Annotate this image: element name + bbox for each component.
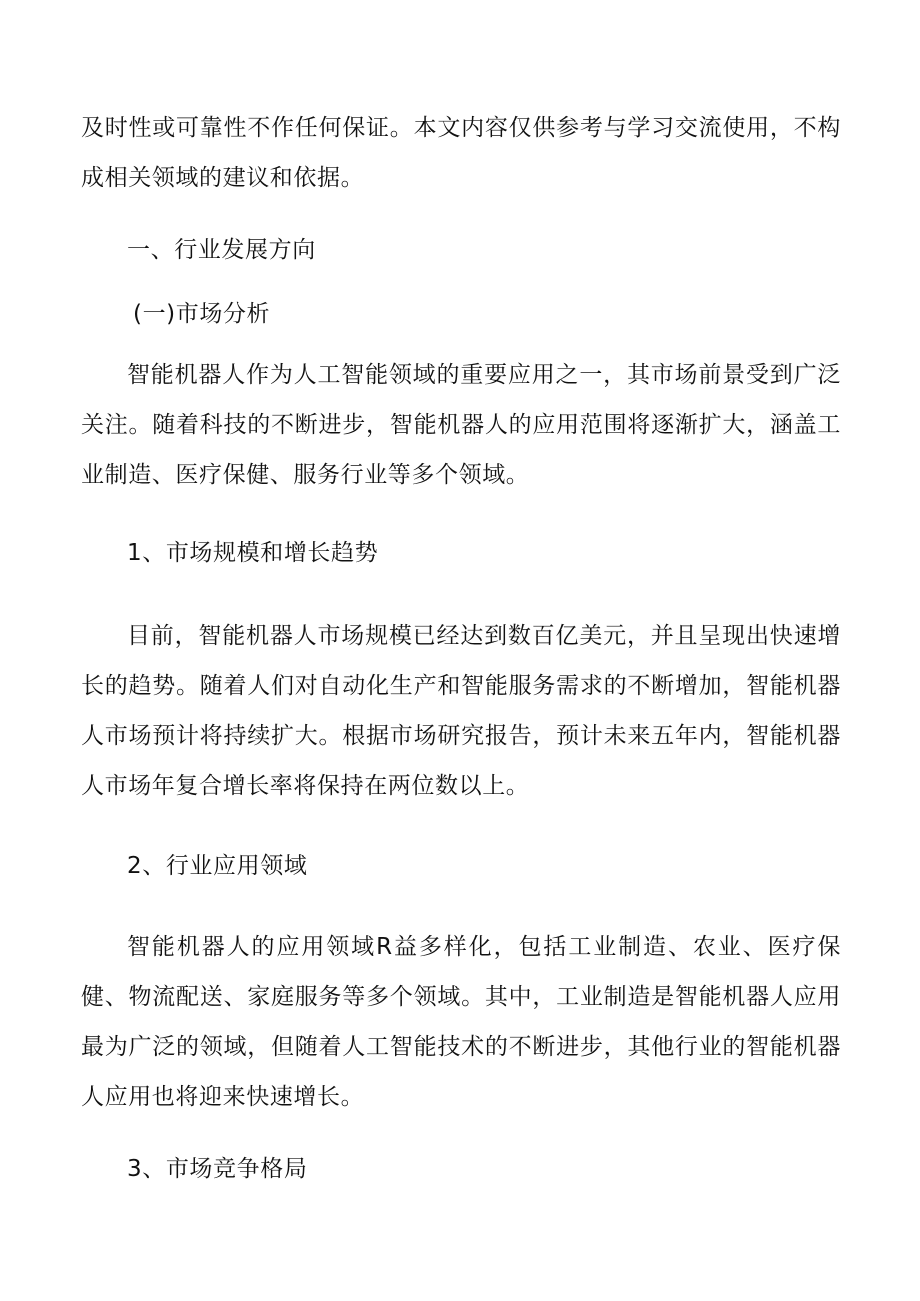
subsection-heading: (一)市场分析 [133, 301, 271, 327]
heading-market-size: 1、市场规模和增长趋势 [127, 540, 379, 566]
paragraph-application-areas: 智能机器人的应用领域R益多样化，包括工业制造、农业、医疗保健、物流配送、家庭服务等多个领域。其中，工业制造是智能机器人应用最为广泛的领域，但随着人工智能技术的不断进步，其他行业的智能机器人应用也将迎来快速增长。 [81, 934, 841, 1110]
heading-application-areas: 2、行业应用领域 [127, 853, 308, 879]
intro-paragraph: 及时性或可靠性不作任何保证。本文内容仅供参考与学习交流使用，不构成相关领域的建议和依据。 [81, 115, 841, 191]
heading-competition: 3、市场竞争格局 [127, 1156, 308, 1182]
paragraph-market-size: 目前，智能机器人市场规模已经达到数百亿美元，并且呈现出快速增长的趋势。随着人们对自动化生产和智能服务需求的不断增加，智能机器人市场预计将持续扩大。根据市场研究报告，预计未来五年内，智能机器人市场年复合增长率将保持在两位数以上。 [81, 623, 841, 799]
paragraph-market-overview: 智能机器人作为人工智能领域的重要应用之一，其市场前景受到广泛关注。随着科技的不断进步，智能机器人的应用范围将逐渐扩大，涵盖工业制造、医疗保健、服务行业等多个领域。 [81, 362, 841, 488]
section-heading: 一、行业发展方向 [127, 237, 316, 263]
